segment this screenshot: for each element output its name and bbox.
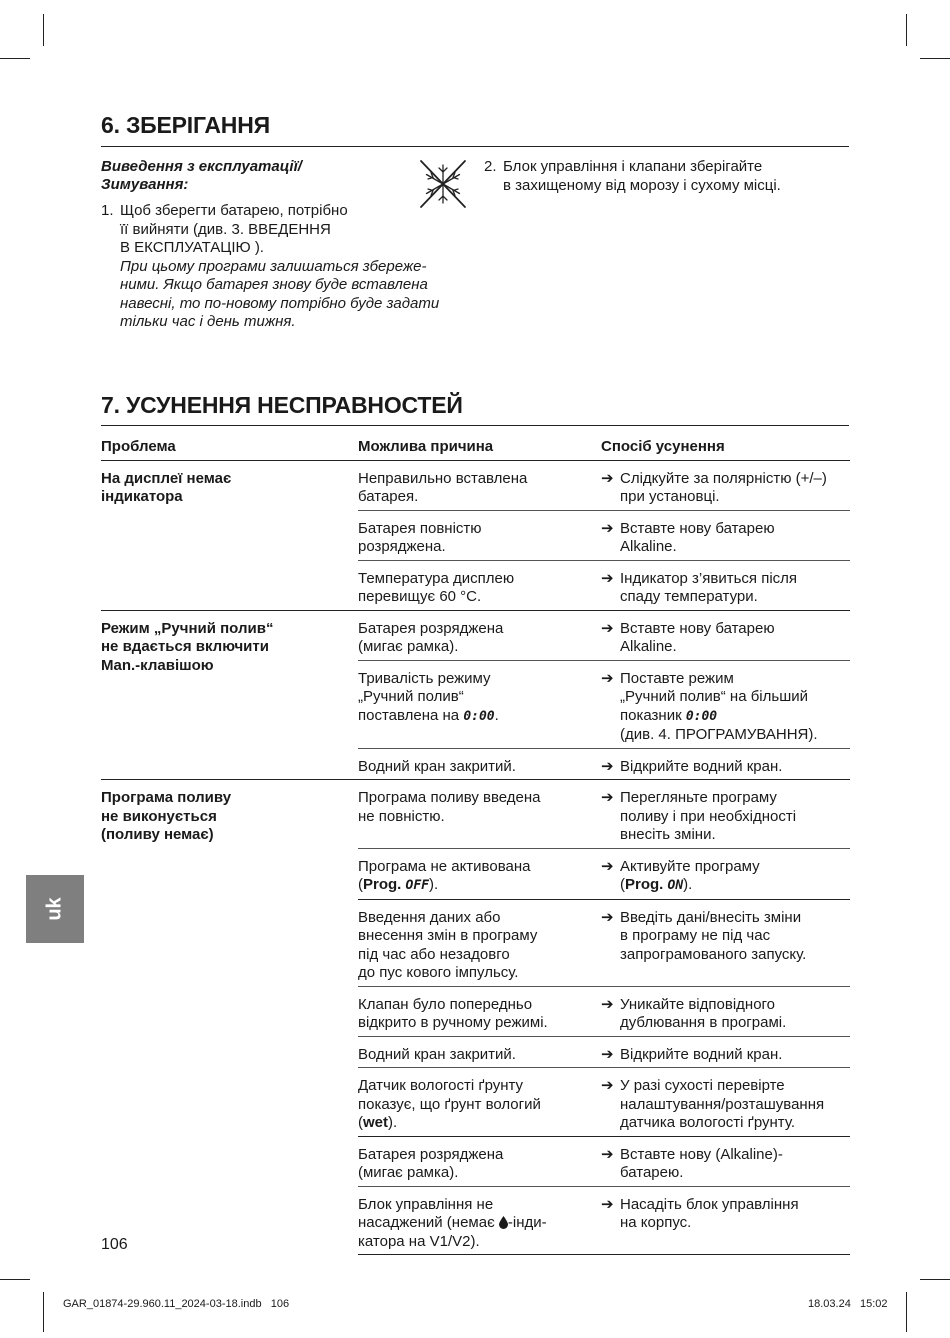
solution-cell: ➔ Введіть дані/внесіть зміни в програму не під час запрограмованого запуску. (601, 899, 850, 986)
solution-cell: ➔ Вставте нову батарею Alkaline. (601, 510, 850, 560)
troubleshooting-table (101, 436, 850, 1255)
section-rule (101, 146, 849, 147)
page-number: 106 (101, 1236, 128, 1253)
crop-mark (920, 1279, 950, 1280)
cause-cell: Введення даних або внесення змін в програму під час або незадовго до пус кового імпульсу. (358, 899, 601, 986)
arrow-icon: ➔ (601, 757, 614, 775)
storage-step-2: 2. Блок управління і клапани зберігайте в захищеному від морозу і сухому місці. (484, 158, 781, 194)
problem-cell: Програма поливу не виконується (поливу немає) (101, 780, 358, 1255)
table-row (101, 610, 850, 660)
crop-mark (43, 1292, 44, 1332)
crop-mark (0, 1279, 30, 1280)
solution-cell: ➔ Уникайте відповідного дублювання в програмі. (601, 986, 850, 1036)
cause-cell: Програма не активована (Prog. OFF). (358, 848, 601, 899)
arrow-icon: ➔ (601, 1145, 614, 1163)
cause-cell: Батарея повністю розряджена. (358, 510, 601, 560)
arrow-icon: ➔ (601, 569, 614, 587)
solution-cell: ➔ Насадіть блок управління на корпус. (601, 1186, 850, 1255)
arrow-icon: ➔ (601, 789, 614, 806)
frost-crossed-icon (419, 159, 467, 209)
solution-cell: ➔ Індикатор з’явиться після спаду температури. (601, 560, 850, 610)
cause-cell: Тривалість режиму „Ручний полив“ поставлена на 0:00. (358, 660, 601, 748)
cause-cell: Батарея розряджена (мигає рамка). (358, 610, 601, 660)
lcd-display-value: 0:00 (685, 708, 718, 724)
section-title: 6. ЗБЕРІГАННЯ (101, 112, 270, 138)
solution-cell: ➔ Слідкуйте за полярністю (+/–) при установці. (601, 469, 827, 505)
crop-mark (920, 58, 950, 59)
cause-cell: Клапан було попередньо відкрито в ручному режимі. (358, 986, 601, 1036)
solution-cell: ➔ Поставте режим „Ручний полив“ на більший показник 0:00 (див. 4. ПРОГРАМУВАННЯ). (601, 660, 850, 748)
footer-datetime: 18.03.24 15:02 (808, 1298, 888, 1310)
lcd-display-value: 0:00 (463, 708, 495, 724)
solution-cell: ➔ У разі сухості перевірте налаштування/розташування датчика вологості ґрунту. (601, 1068, 850, 1137)
cause-cell: Блок управління не насаджений (немає -інди- катора на V1/V2). (358, 1186, 601, 1255)
header-solution: Спосіб усунення (601, 436, 850, 460)
arrow-icon: ➔ (601, 995, 614, 1013)
arrow-icon: ➔ (601, 469, 614, 487)
arrow-icon: ➔ (601, 1195, 614, 1213)
storage-subtitle: Виведення з експлуатації/ Зимування: (101, 158, 302, 193)
crop-mark (43, 14, 44, 46)
problem-cell: Режим „Ручний полив“ не вдається включити Man.-клавішою (101, 610, 358, 780)
storage-left-column (101, 158, 461, 332)
cause-cell: Батарея розряджена (мигає рамка). (358, 1136, 601, 1186)
section-title: 7. УСУНЕННЯ НЕСПРАВНОСТЕЙ (101, 392, 463, 418)
solution-cell: ➔ Відкрийте водний кран. (601, 1036, 850, 1068)
crop-mark (906, 14, 907, 46)
solution-cell: ➔ Перегляньте програму поливу і при необхідності внесіть зміни. (601, 780, 850, 849)
table-header-row (101, 436, 850, 460)
solution-cell: ➔ Вставте нову (Alkaline)- батарею. (601, 1136, 850, 1186)
table-row (101, 460, 850, 510)
arrow-icon: ➔ (601, 519, 614, 537)
header-cause: Можлива причина (358, 436, 601, 460)
table-row (101, 780, 850, 849)
footer-file-info: GAR_01874-29.960.11_2024-03-18.indb 106 (63, 1298, 290, 1310)
cause-cell: Водний кран закритий. (358, 1036, 601, 1068)
cause-cell: Програма поливу введена не повністю. (358, 780, 601, 849)
arrow-icon: ➔ (601, 1077, 614, 1094)
storage-step-1: 1. Щоб зберегти батарею, потрібно її вийняти (див. 3. ВВЕДЕННЯ В ЕКСПЛУАТАЦІЮ ). При цьому програми залишаться збереже- ними. Якщо батарея знову буде вставлена навесні, то по-новому потрібно буде задати тільки час і день тижня. (101, 202, 440, 330)
water-drop-icon (499, 1216, 508, 1229)
cause-cell: Датчик вологості ґрунту показує, що ґрунт вологий (wet). (358, 1068, 601, 1137)
solution-cell: ➔ Відкрийте водний кран. (601, 748, 850, 780)
section-rule (101, 425, 849, 426)
cause-cell: Неправильно вставлена батарея. (358, 469, 528, 505)
arrow-icon: ➔ (601, 619, 614, 637)
cause-cell: Температура дисплею перевищує 60 °C. (358, 560, 601, 610)
lcd-display-value: OFF (405, 878, 429, 893)
language-tab: uk (26, 875, 84, 943)
arrow-icon: ➔ (601, 908, 614, 926)
arrow-icon: ➔ (601, 669, 614, 687)
arrow-icon: ➔ (601, 857, 614, 875)
solution-cell: ➔ Вставте нову батарею Alkaline. (601, 610, 850, 660)
lcd-display-value: ON (667, 878, 684, 893)
crop-mark (906, 1292, 907, 1332)
cause-cell: Водний кран закритий. (358, 748, 601, 780)
arrow-icon: ➔ (601, 1045, 614, 1063)
header-problem: Проблема (101, 436, 358, 460)
problem-cell: На дисплеї немає індикатора (101, 469, 232, 505)
crop-mark (0, 58, 30, 59)
solution-cell: ➔ Активуйте програму (Prog. ON). (601, 848, 850, 899)
